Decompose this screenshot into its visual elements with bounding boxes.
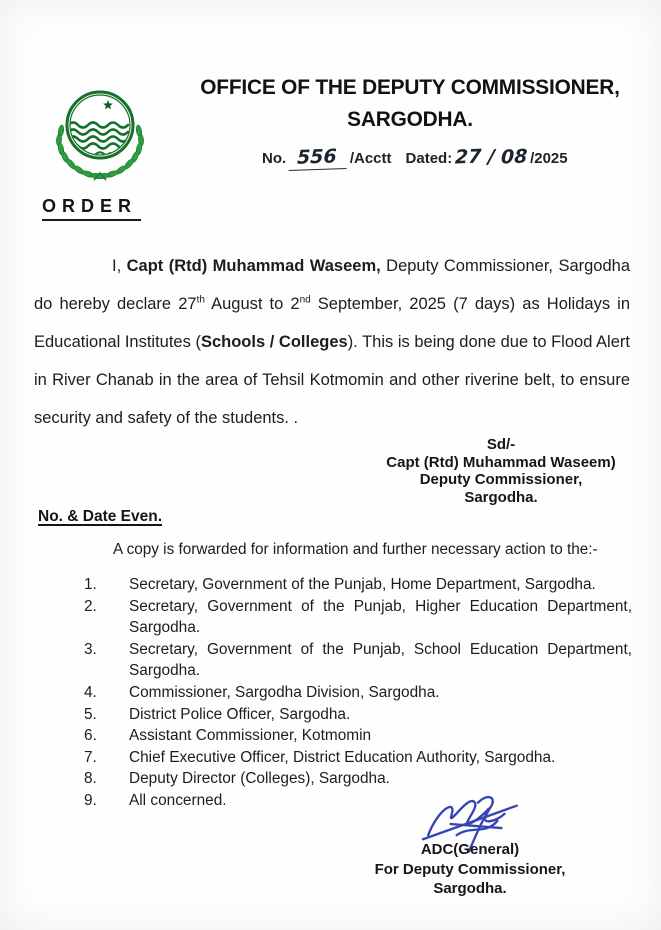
distribution-item	[84, 768, 632, 790]
officer-name-bold: Capt (Rtd) Muhammad Waseem,	[126, 256, 381, 275]
para-seg: ). This is being done due to Flood Alert in River Chanab in the area of Tehsil Kotmomin and other riverine belt, to ensure security and safety of the students. .	[34, 332, 630, 427]
dated-year: /2025	[530, 150, 568, 167]
office-title-line1: OFFICE OF THE DEPUTY COMMISSIONER,	[200, 75, 620, 99]
dated-separator-handwritten: /	[487, 145, 495, 169]
signatory-designation: Deputy Commissioner,	[419, 471, 583, 488]
ref-dept-suffix: /Acctt	[349, 150, 392, 167]
item-number: 9.	[84, 791, 97, 809]
item-number: 2.	[84, 597, 97, 615]
item-number: 3.	[84, 640, 97, 658]
item-text: District Police Officer, Sargodha.	[129, 705, 351, 723]
item-number: 7.	[84, 748, 97, 766]
signatory-name: Capt (Rtd) Muhammad Waseem)	[386, 453, 616, 471]
distribution-item	[84, 725, 632, 747]
for-deputy-commissioner: For Deputy Commissioner,	[374, 860, 566, 878]
distribution-item	[84, 574, 632, 596]
item-text: Deputy Director (Colleges), Sargodha.	[129, 770, 390, 788]
item-number: 6.	[84, 727, 97, 745]
order-body-paragraph	[34, 247, 630, 437]
para-seg: September, 2025 (7 days) as Holidays in Educational Institutes (	[34, 294, 630, 351]
item-text: Commissioner, Sargodha Division, Sargodha.	[129, 683, 440, 701]
item-text: Assistant Commissioner, Kotmomin	[129, 727, 372, 745]
distribution-list	[84, 574, 632, 812]
dated-day-handwritten: 27	[454, 145, 483, 169]
item-text: Secretary, Government of the Punjab, Higher Education Department, Sargodha.	[129, 597, 632, 637]
distribution-item	[84, 639, 632, 682]
distribution-item	[84, 704, 632, 726]
schools-colleges-bold: Schools / Colleges	[200, 332, 348, 351]
footer-signatory-block	[348, 840, 592, 899]
para-seg: I,	[112, 256, 127, 275]
dated-label: Dated:	[405, 150, 453, 167]
item-text: All concerned.	[129, 791, 227, 809]
letterhead	[170, 74, 650, 132]
distribution-item	[84, 596, 632, 639]
item-number: 1.	[84, 576, 97, 593]
para-seg: August to 2	[204, 294, 300, 313]
office-title-line2: SARGODHA.	[347, 107, 473, 131]
ordinal-suffix: th	[196, 294, 205, 305]
footer-city: Sargodha.	[433, 880, 507, 897]
item-number: 4.	[84, 683, 97, 701]
dated-month-handwritten: 08	[500, 145, 528, 169]
ref-no-handwritten-value: 556	[289, 145, 347, 171]
distribution-item	[84, 747, 632, 769]
item-number: 5.	[84, 705, 97, 723]
copy-forwarded-line: A copy is forwarded for information and further necessary action to the:-	[113, 541, 598, 558]
sd-abbreviation: Sd/-	[486, 436, 516, 453]
reference-line	[262, 146, 568, 170]
distribution-item	[84, 682, 632, 704]
para-seg: Deputy Commissioner, Sargodha do hereby declare 27	[34, 256, 631, 313]
item-text: Secretary, Government of the Punjab, School Education Department, Sargodha.	[129, 640, 632, 680]
item-number: 8.	[84, 770, 97, 788]
signed-block	[355, 436, 647, 506]
even-number-date-label: No. & Date Even.	[38, 508, 163, 525]
distribution-item	[84, 790, 632, 812]
adc-designation: ADC(General)	[420, 841, 520, 858]
signatory-city: Sargodha.	[464, 488, 538, 506]
item-text: Secretary, Government of the Punjab, Home Department, Sargodha.	[129, 576, 596, 593]
ref-no-label: No.	[262, 150, 287, 167]
item-text: Chief Executive Officer, District Education Authority, Sargodha.	[129, 748, 556, 766]
ordinal-suffix: nd	[299, 294, 311, 305]
punjab-government-emblem-icon	[50, 84, 150, 182]
order-heading: ORDER	[42, 196, 141, 221]
